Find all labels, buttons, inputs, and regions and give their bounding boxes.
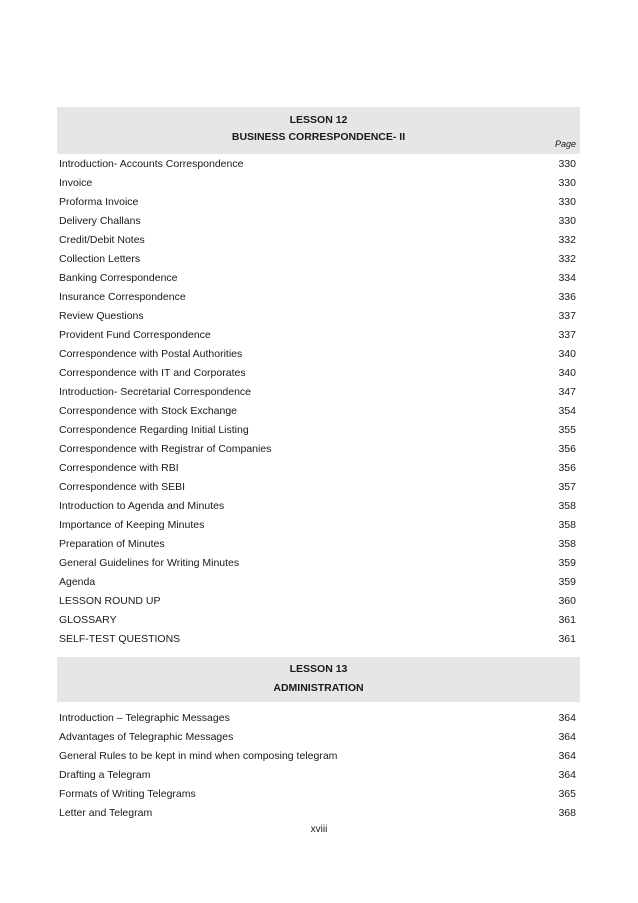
entry-page-number: 330 — [558, 215, 576, 227]
page-column-label: Page — [554, 139, 576, 149]
entry-title: General Guidelines for Writing Minutes — [59, 557, 240, 569]
toc-entry — [57, 804, 580, 823]
entry-title: Drafting a Telegram — [59, 769, 151, 781]
toc-entry — [57, 212, 580, 231]
toc-entry — [57, 250, 580, 269]
toc-entry — [57, 592, 580, 611]
toc-entry — [57, 326, 580, 345]
entry-title: General Rules to be kept in mind when composing telegram — [59, 750, 338, 762]
toc-entry — [57, 364, 580, 383]
entry-page-number: 356 — [558, 462, 576, 474]
entry-title: Correspondence with Stock Exchange — [59, 405, 238, 417]
entry-page-number: 361 — [558, 614, 576, 626]
entry-page-number: 365 — [558, 788, 576, 800]
toc-entry — [57, 174, 580, 193]
entry-page-number: 359 — [558, 576, 576, 588]
toc-entry — [57, 421, 580, 440]
entry-title: Correspondence with Registrar of Companies — [59, 443, 272, 455]
entry-title: Importance of Keeping Minutes — [59, 519, 205, 531]
entry-title: Correspondence with Postal Authorities — [59, 348, 243, 360]
entry-page-number: 330 — [558, 177, 576, 189]
toc-entry — [57, 611, 580, 630]
toc-entry — [57, 193, 580, 212]
page-number: xviii — [310, 824, 328, 835]
toc-entry — [57, 459, 580, 478]
entry-page-number: 364 — [558, 769, 576, 781]
toc-entry — [57, 231, 580, 250]
toc-entry — [57, 766, 580, 785]
toc-entry — [57, 478, 580, 497]
entry-page-number: 330 — [558, 158, 576, 170]
entry-title: Review Questions — [59, 310, 144, 322]
entry-page-number: 361 — [558, 633, 576, 645]
toc-entry — [57, 630, 580, 649]
entry-page-number: 358 — [558, 519, 576, 531]
entry-title: Provident Fund Correspondence — [59, 329, 211, 341]
entry-page-number: 332 — [558, 253, 576, 265]
entry-page-number: 356 — [558, 443, 576, 455]
lesson-title: BUSINESS CORRESPONDENCE- II — [231, 131, 406, 143]
toc-entry — [57, 497, 580, 516]
lesson-12-header — [57, 107, 580, 154]
entry-title: Invoice — [59, 177, 93, 189]
entry-page-number: 337 — [558, 329, 576, 341]
toc-entry — [57, 402, 580, 421]
entry-page-number: 357 — [558, 481, 576, 493]
entry-page-number: 334 — [558, 272, 576, 284]
entry-page-number: 347 — [558, 386, 576, 398]
entry-page-number: 340 — [558, 367, 576, 379]
entry-title: Advantages of Telegraphic Messages — [59, 731, 234, 743]
entry-title: Introduction – Telegraphic Messages — [59, 712, 230, 724]
entry-page-number: 354 — [558, 405, 576, 417]
entry-title: Introduction to Agenda and Minutes — [59, 500, 225, 512]
entry-title: Collection Letters — [59, 253, 141, 265]
entry-page-number: 337 — [558, 310, 576, 322]
entry-title: GLOSSARY — [59, 614, 117, 626]
toc-entry — [57, 728, 580, 747]
entry-title: LESSON ROUND UP — [59, 595, 161, 607]
entry-title: Correspondence with RBI — [59, 462, 179, 474]
entry-title: Delivery Challans — [59, 215, 141, 227]
entry-title: Preparation of Minutes — [59, 538, 165, 550]
entry-page-number: 336 — [558, 291, 576, 303]
toc-entry — [57, 573, 580, 592]
entry-page-number: 358 — [558, 500, 576, 512]
toc-entry — [57, 535, 580, 554]
entry-title: Insurance Correspondence — [59, 291, 186, 303]
entry-page-number: 359 — [558, 557, 576, 569]
lesson-13-header — [57, 657, 580, 702]
entry-title: Formats of Writing Telegrams — [59, 788, 196, 800]
toc-entry — [57, 269, 580, 288]
entry-title: Proforma Invoice — [59, 196, 139, 208]
entry-title: Correspondence with SEBI — [59, 481, 186, 493]
lesson-12-contents — [57, 155, 580, 649]
entry-title: Correspondence Regarding Initial Listing — [59, 424, 249, 436]
entry-page-number: 358 — [558, 538, 576, 550]
entry-title: Banking Correspondence — [59, 272, 178, 284]
entry-title: SELF-TEST QUESTIONS — [59, 633, 181, 645]
toc-entry — [57, 440, 580, 459]
toc-entry — [57, 383, 580, 402]
lesson-13-contents — [57, 709, 580, 823]
toc-entry — [57, 155, 580, 174]
toc-entry — [57, 554, 580, 573]
entry-title: Introduction- Secretarial Correspondence — [59, 386, 252, 398]
entry-title: Letter and Telegram — [59, 807, 153, 819]
entry-title: Introduction- Accounts Correspondence — [59, 158, 244, 170]
entry-title: Correspondence with IT and Corporates — [59, 367, 246, 379]
entry-page-number: 360 — [558, 595, 576, 607]
entry-title: Agenda — [59, 576, 96, 588]
entry-page-number: 368 — [558, 807, 576, 819]
lesson-number: LESSON 12 — [289, 114, 348, 126]
toc-entry — [57, 747, 580, 766]
entry-page-number: 364 — [558, 750, 576, 762]
entry-page-number: 340 — [558, 348, 576, 360]
entry-page-number: 332 — [558, 234, 576, 246]
entry-page-number: 355 — [558, 424, 576, 436]
toc-entry — [57, 288, 580, 307]
lesson-title: ADMINISTRATION — [273, 682, 364, 694]
entry-page-number: 364 — [558, 731, 576, 743]
toc-entry — [57, 345, 580, 364]
toc-entry — [57, 785, 580, 804]
toc-entry — [57, 307, 580, 326]
toc-entry — [57, 516, 580, 535]
entry-page-number: 364 — [558, 712, 576, 724]
entry-title: Credit/Debit Notes — [59, 234, 145, 246]
toc-entry — [57, 709, 580, 728]
entry-page-number: 330 — [558, 196, 576, 208]
lesson-number: LESSON 13 — [289, 663, 348, 675]
